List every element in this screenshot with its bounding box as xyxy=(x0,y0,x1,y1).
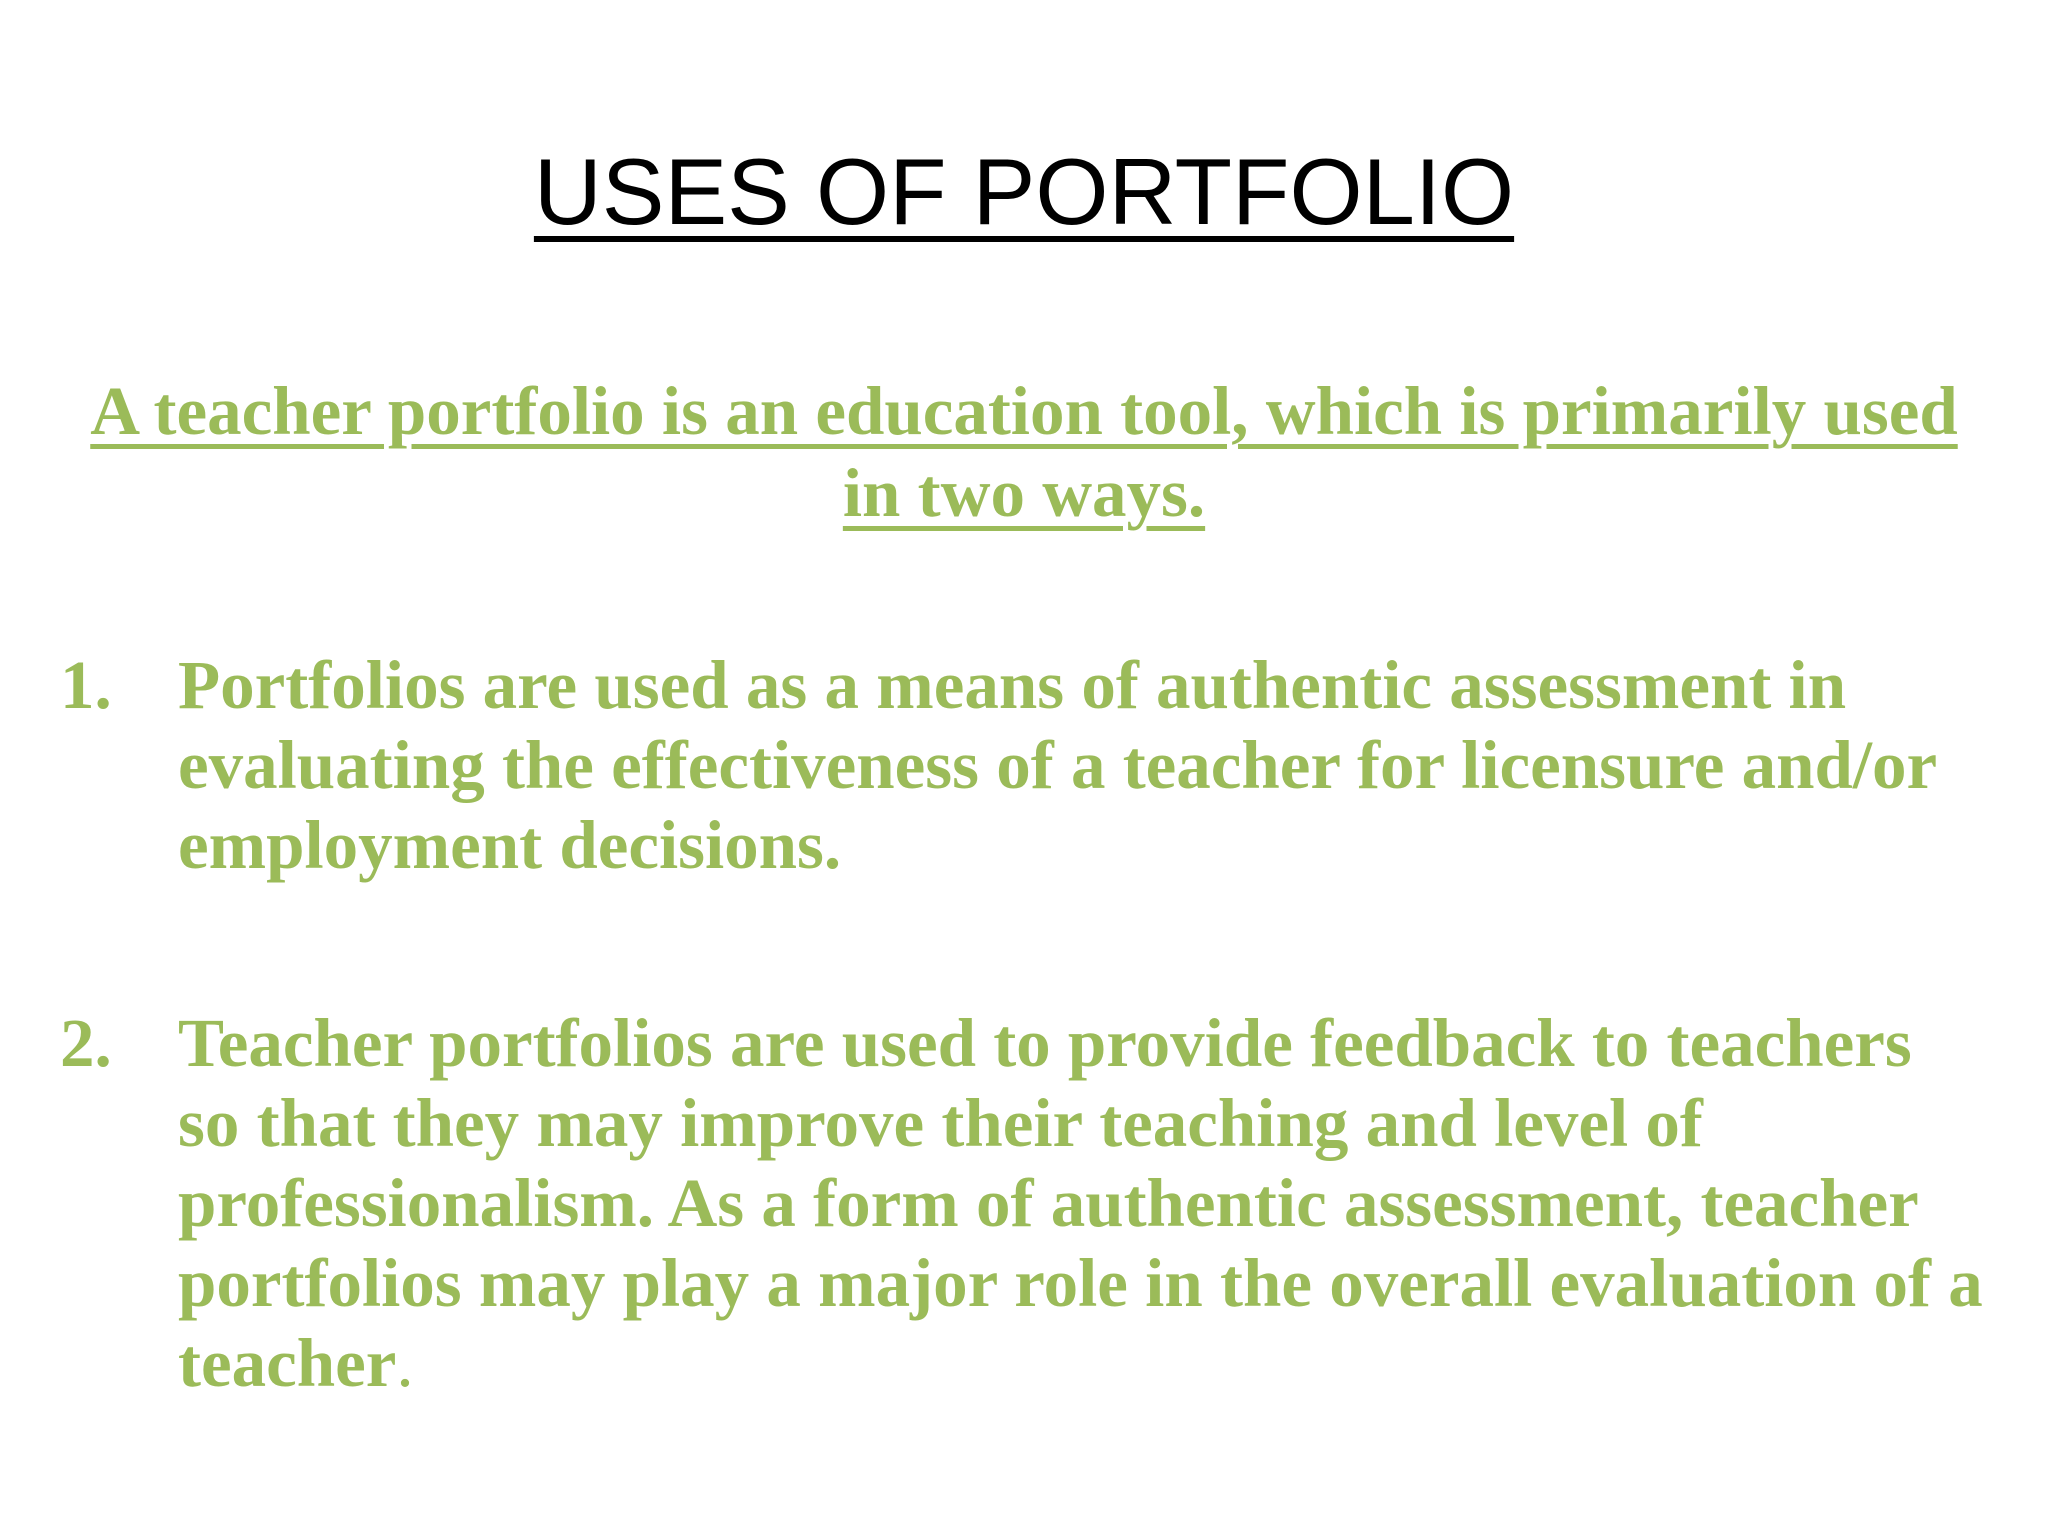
list-item-body: Teacher portfolios are used to provide feedback to teachers so that they may improve their teaching and level of professionalism. As a form of authentic assessment, teacher portfolios may play a major role in the overall evaluation of a teacher xyxy=(178,1005,1983,1401)
list-item-text xyxy=(178,645,1990,885)
list-item-tail: . xyxy=(396,1325,414,1401)
list-item xyxy=(60,1003,1990,1403)
slide-title xyxy=(0,138,2048,246)
list-item-number: 2. xyxy=(60,1005,112,1081)
intro-paragraph xyxy=(80,370,1968,534)
list-item-body: Portfolios are used as a means of authentic assessment in evaluating the effectiveness of a teacher for licensure and/or employment decisions. xyxy=(178,647,1936,883)
slide-title-text: USES OF PORTFOLIO xyxy=(533,139,1515,244)
intro-text: A teacher portfolio is an education tool, which is primarily used in two ways. xyxy=(90,373,1958,531)
list-item-text xyxy=(178,1003,1990,1403)
list-item xyxy=(60,645,1990,885)
list-item-number: 1. xyxy=(60,647,112,723)
